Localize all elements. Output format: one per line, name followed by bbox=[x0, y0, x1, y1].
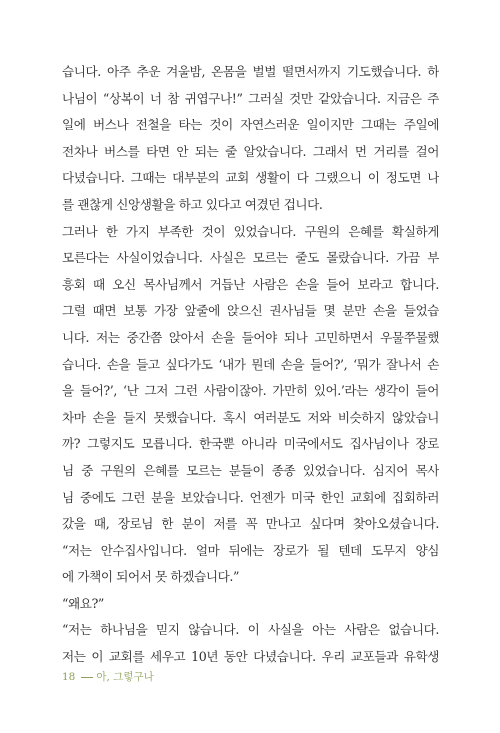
text-line: 일에 버스나 전철을 타는 것이 자연스러운 일이지만 그때는 주일에 bbox=[62, 117, 439, 133]
text-line: 니다. 저는 중간쯤 앉아서 손을 들어야 되나 고민하면서 우물쭈물했 bbox=[62, 329, 439, 345]
text-line: 나님이 “상복이 너 참 귀엽구나!” 그러실 것만 같았습니다. 지금은 주 bbox=[62, 90, 439, 106]
text-line: 차마 손을 들지 못했습니다. 혹시 여러분도 저와 비슷하지 않았습니 bbox=[62, 409, 439, 425]
text-line: 까? 그렇지도 모릅니다. 한국뿐 아니라 미국에서도 집사님이나 장로 bbox=[62, 436, 439, 452]
page-footer bbox=[62, 669, 154, 684]
text-line: 다녔습니다. 그때는 대부분의 교회 생활이 다 그랬으니 이 정도면 나 bbox=[62, 170, 439, 186]
text-line: 갔을 때, 장로님 한 분이 저를 꼭 만나고 싶다며 찾아오셨습니다. bbox=[62, 516, 439, 532]
text-line: “저는 안수집사입니다. 얼마 뒤에는 장로가 될 텐데 도무지 양심 bbox=[62, 542, 439, 558]
text-line: 습니다. 손을 들고 싶다가도 ‘내가 뭔데 손을 들어?’, ‘뭐가 잘나서 손 bbox=[62, 356, 439, 372]
book-page-body bbox=[62, 59, 439, 671]
text-line: 을 들어?’, ‘난 그저 그런 사람이잖아. 가만히 있어.’라는 생각이 들어 bbox=[62, 383, 439, 399]
text-line: “저는 하나님을 믿지 않습니다. 이 사실을 아는 사람은 없습니다. bbox=[62, 622, 439, 638]
text-line: 를 괜찮게 신앙생활을 하고 있다고 여겼던 겁니다. bbox=[62, 196, 323, 212]
text-line: 습니다. 아주 추운 겨울밤, 온몸을 벌벌 떨면서까지 기도했습니다. 하 bbox=[62, 64, 439, 79]
running-title: 아, 그렇구나 bbox=[96, 671, 154, 683]
text-line: 님 중에도 그런 분을 보았습니다. 언젠가 미국 한인 교회에 집회하러 bbox=[62, 489, 439, 505]
page-number: 18 bbox=[62, 671, 76, 683]
text-line: “왜요?” bbox=[62, 595, 104, 611]
footer-dash bbox=[81, 677, 93, 678]
text-line: 님 중 구원의 은혜를 모르는 분들이 종종 있었습니다. 심지어 목사 bbox=[62, 462, 439, 478]
text-line: 모른다는 사실이었습니다. 사실은 모르는 줄도 몰랐습니다. 가끔 부 bbox=[62, 250, 439, 266]
text-line: 에 가책이 되어서 못 하겠습니다.” bbox=[62, 569, 240, 585]
text-line: 그럴 때면 보통 가장 앞줄에 앉으신 권사님들 몇 분만 손을 들었습 bbox=[62, 303, 439, 319]
text-line: 흥회 때 오신 목사님께서 거듭난 사람은 손을 들어 보라고 합니다. bbox=[62, 276, 439, 292]
text-line: 전차나 버스를 타면 안 되는 줄 알았습니다. 그래서 먼 거리를 걸어 bbox=[62, 143, 439, 159]
text-line: 그러나 한 가지 부족한 것이 있었습니다. 구원의 은혜를 확실하게 bbox=[62, 223, 439, 239]
text-line: 저는 이 교회를 세우고 10년 동안 다녔습니다. 우리 교포들과 유학생 bbox=[62, 649, 439, 665]
